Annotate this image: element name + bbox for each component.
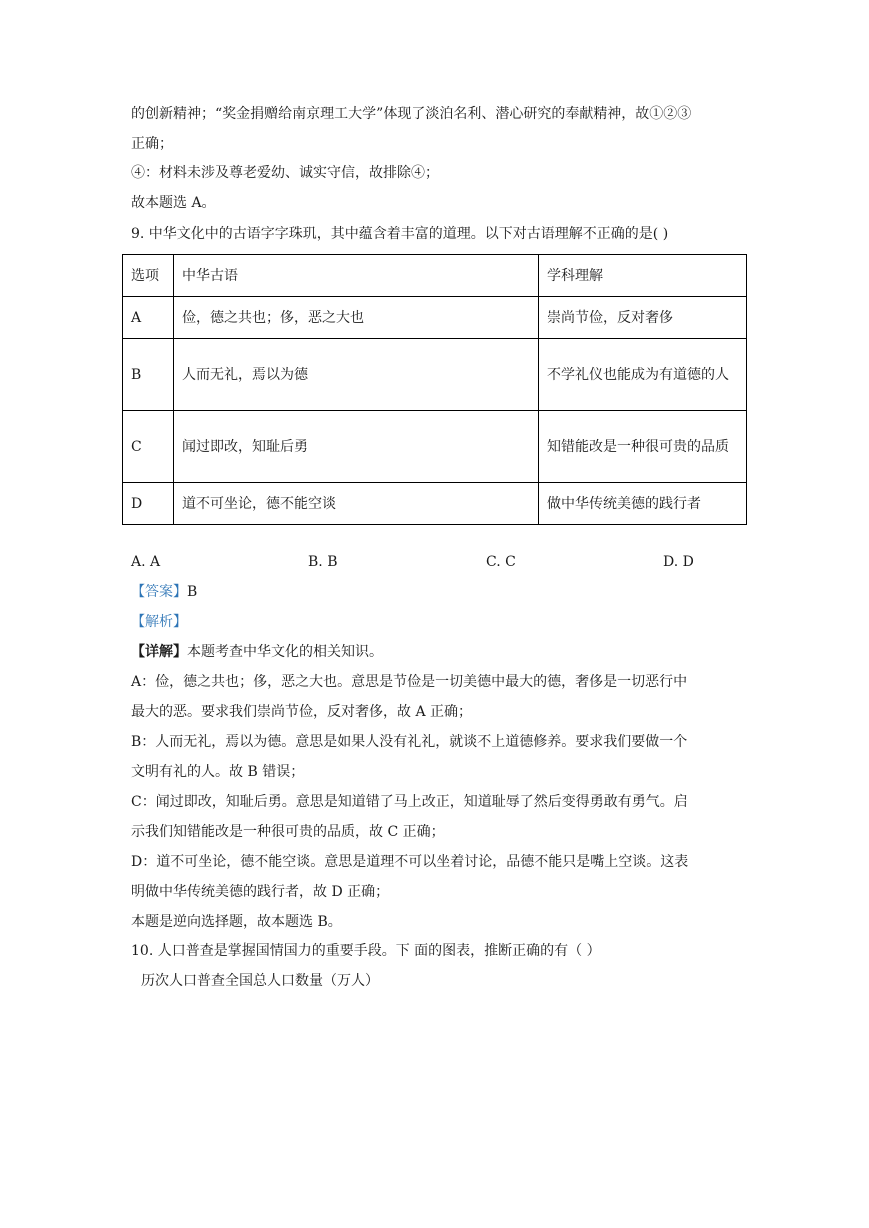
question-10-stem: 10. 人口普查是掌握国情国力的重要手段。下 面的图表，推断正确的有（ ） bbox=[131, 943, 601, 959]
table-row bbox=[123, 339, 747, 411]
table-cell: 人而无礼，焉以为德 bbox=[174, 339, 539, 411]
table-row bbox=[123, 411, 747, 483]
option-d: D. D bbox=[663, 554, 694, 570]
explanation-line: 文明有礼的人。故 B 错误； bbox=[131, 764, 305, 780]
table-cell: 闻过即改，知耻后勇 bbox=[174, 411, 539, 483]
answer-line bbox=[131, 582, 197, 602]
explanation-line: 最大的恶。要求我们崇尚节俭，反对奢侈，故 A 正确； bbox=[131, 704, 473, 720]
analysis-tag: 【解析】 bbox=[131, 614, 187, 630]
table-cell: 知错能改是一种很可贵的品质 bbox=[539, 411, 747, 483]
explanation-line: A：俭，德之共也；侈，恶之大也。意思是节俭是一切美德中最大的德，奢侈是一切恶行中 bbox=[131, 674, 688, 690]
explanation-line: D：道不可坐论，德不能空谈。意思是道理不可以坐着讨论，品德不能只是嘴上空谈。这表 bbox=[131, 854, 689, 870]
detail-line bbox=[131, 642, 383, 662]
table-row bbox=[123, 297, 747, 339]
table-cell: B bbox=[123, 339, 174, 411]
explanation-line: 示我们知错能改是一种很可贵的品质，故 C 正确； bbox=[131, 824, 445, 840]
table-cell: C bbox=[123, 411, 174, 483]
table-cell: 俭，德之共也；侈，恶之大也 bbox=[174, 297, 539, 339]
table-header-row bbox=[123, 255, 747, 297]
chart-caption: 历次人口普查全国总人口数量（万人） bbox=[141, 973, 379, 989]
explanation-line: C：闻过即改，知耻后勇。意思是知道错了马上改正，知道耻辱了然后变得勇敢有勇气。启 bbox=[131, 794, 688, 810]
table-header-cell: 学科理解 bbox=[539, 255, 747, 297]
paragraph-line: ④：材料未涉及尊老爱幼、诚实守信，故排除④； bbox=[131, 165, 439, 181]
table-cell: 道不可坐论，德不能空谈 bbox=[174, 483, 539, 525]
table-header-cell: 选项 bbox=[123, 255, 174, 297]
paragraph-line: 的创新精神；“奖金捐赠给南京理工大学”体现了淡泊名利、潜心研究的奉献精神，故①②③ bbox=[131, 106, 692, 122]
explanation-line: B：人而无礼，焉以为德。意思是如果人没有礼礼，就谈不上道德修养。要求我们要做一个 bbox=[131, 734, 688, 750]
table-row bbox=[123, 483, 747, 525]
table-cell: 崇尚节俭，反对奢侈 bbox=[539, 297, 747, 339]
answer-tag: 【答案】 bbox=[131, 584, 187, 600]
option-b: B. B bbox=[308, 554, 338, 570]
explanation-line: 本题是逆向选择题，故本题选 B。 bbox=[131, 914, 342, 930]
table-cell: 做中华传统美德的践行者 bbox=[539, 483, 747, 525]
answer-value: B bbox=[187, 584, 198, 600]
detail-tag: 【详解】 bbox=[131, 644, 187, 660]
table-cell: A bbox=[123, 297, 174, 339]
question-9-table bbox=[122, 254, 747, 525]
question-9-stem: 9. 中华文化中的古语字字珠玑，其中蕴含着丰富的道理。以下对古语理解不正确的是( ) bbox=[131, 226, 669, 242]
paragraph-line: 故本题选 A。 bbox=[131, 195, 216, 211]
option-a: A. A bbox=[131, 554, 161, 570]
table-cell: 不学礼仪也能成为有道德的人 bbox=[539, 339, 747, 411]
table-cell: D bbox=[123, 483, 174, 525]
detail-text: 本题考查中华文化的相关知识。 bbox=[187, 644, 383, 660]
option-c: C. C bbox=[486, 554, 516, 570]
table-header-cell: 中华古语 bbox=[174, 255, 539, 297]
explanation-line: 明做中华传统美德的践行者，故 D 正确； bbox=[131, 884, 390, 900]
paragraph-line: 正确； bbox=[131, 136, 173, 152]
